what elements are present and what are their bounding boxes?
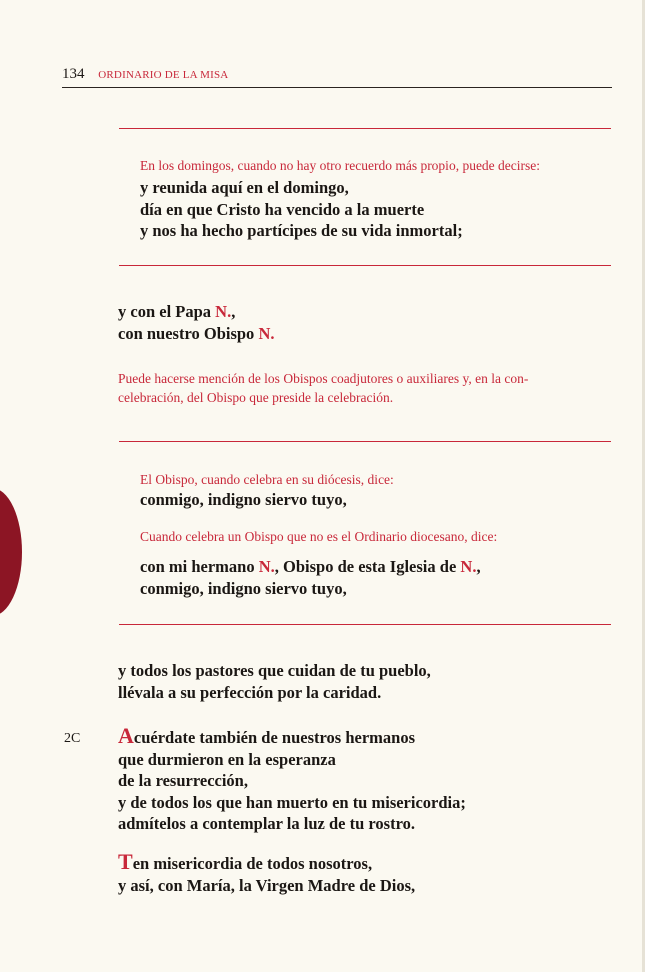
rubric-bishop-diocese: El Obispo, cuando celebra en su diócesis, dice: xyxy=(140,472,394,487)
prayer-line: y todos los pastores que cuidan de tu pueblo, xyxy=(118,661,431,680)
prayer-line: y de todos los que han muerto en tu misericordia; xyxy=(118,792,466,812)
prayer-line: y así, con María, la Virgen Madre de Dios, xyxy=(118,875,416,895)
prayer-line: conmigo, indigno siervo tuyo, xyxy=(140,578,347,598)
prayer-departed xyxy=(118,725,466,835)
prayer-line: llévala a su perfección por la caridad. xyxy=(118,682,382,702)
prayer-sunday xyxy=(140,177,463,242)
dropcap: T xyxy=(118,849,133,874)
prayer-pope-bishop xyxy=(118,301,274,344)
prayer-line: y con el Papa N., xyxy=(118,302,236,321)
prayer-brother-bishop xyxy=(140,556,481,599)
rubric-coadjutors: Puede hacerse mención de los Obispos coadjutores o auxiliares y, en la con- celebración, del Obispo que preside la celebración. xyxy=(118,371,529,405)
prayer-mercy xyxy=(118,851,415,896)
prayer-line-conmigo: conmigo, indigno siervo tuyo, xyxy=(140,490,347,509)
rubric-other-bishop: Cuando celebra un Obispo que no es el Ordinario diocesano, dice: xyxy=(140,529,498,544)
prayer-line: Ten misericordia de todos nosotros, xyxy=(118,849,373,874)
running-header xyxy=(62,64,612,88)
rubric-sundays: En los domingos, cuando no hay otro recuerdo más propio, puede decirse: xyxy=(140,158,541,173)
prayer-line: y reunida aquí en el domingo, xyxy=(140,178,349,197)
prayer-line: día en que Cristo ha vencido a la muerte xyxy=(140,199,425,219)
dropcap: A xyxy=(118,723,134,748)
prayer-line: Acuérdate también de nuestros hermanos xyxy=(118,723,415,748)
prayer-line: de la resurrección, xyxy=(118,771,248,790)
prayer-line: con nuestro Obispo N. xyxy=(118,323,275,343)
prayer-pastors xyxy=(118,660,431,703)
divider-1 xyxy=(119,128,611,129)
prayer-line: que durmieron en la esperanza xyxy=(118,749,336,769)
divider-2 xyxy=(119,265,611,266)
page-number: 134 xyxy=(62,66,85,82)
section-title: ORDINARIO DE LA MISA xyxy=(98,69,229,81)
divider-4 xyxy=(119,624,611,625)
side-number: 2C xyxy=(64,731,81,746)
prayer-line: y nos ha hecho partícipes de su vida inmortal; xyxy=(140,221,463,240)
thumb-index-tab xyxy=(0,488,22,616)
prayer-line: con mi hermano N., Obispo de esta Iglesia de N., xyxy=(140,557,481,576)
prayer-line: admítelos a contemplar la luz de tu rostro. xyxy=(118,814,415,833)
divider-3 xyxy=(119,441,611,442)
